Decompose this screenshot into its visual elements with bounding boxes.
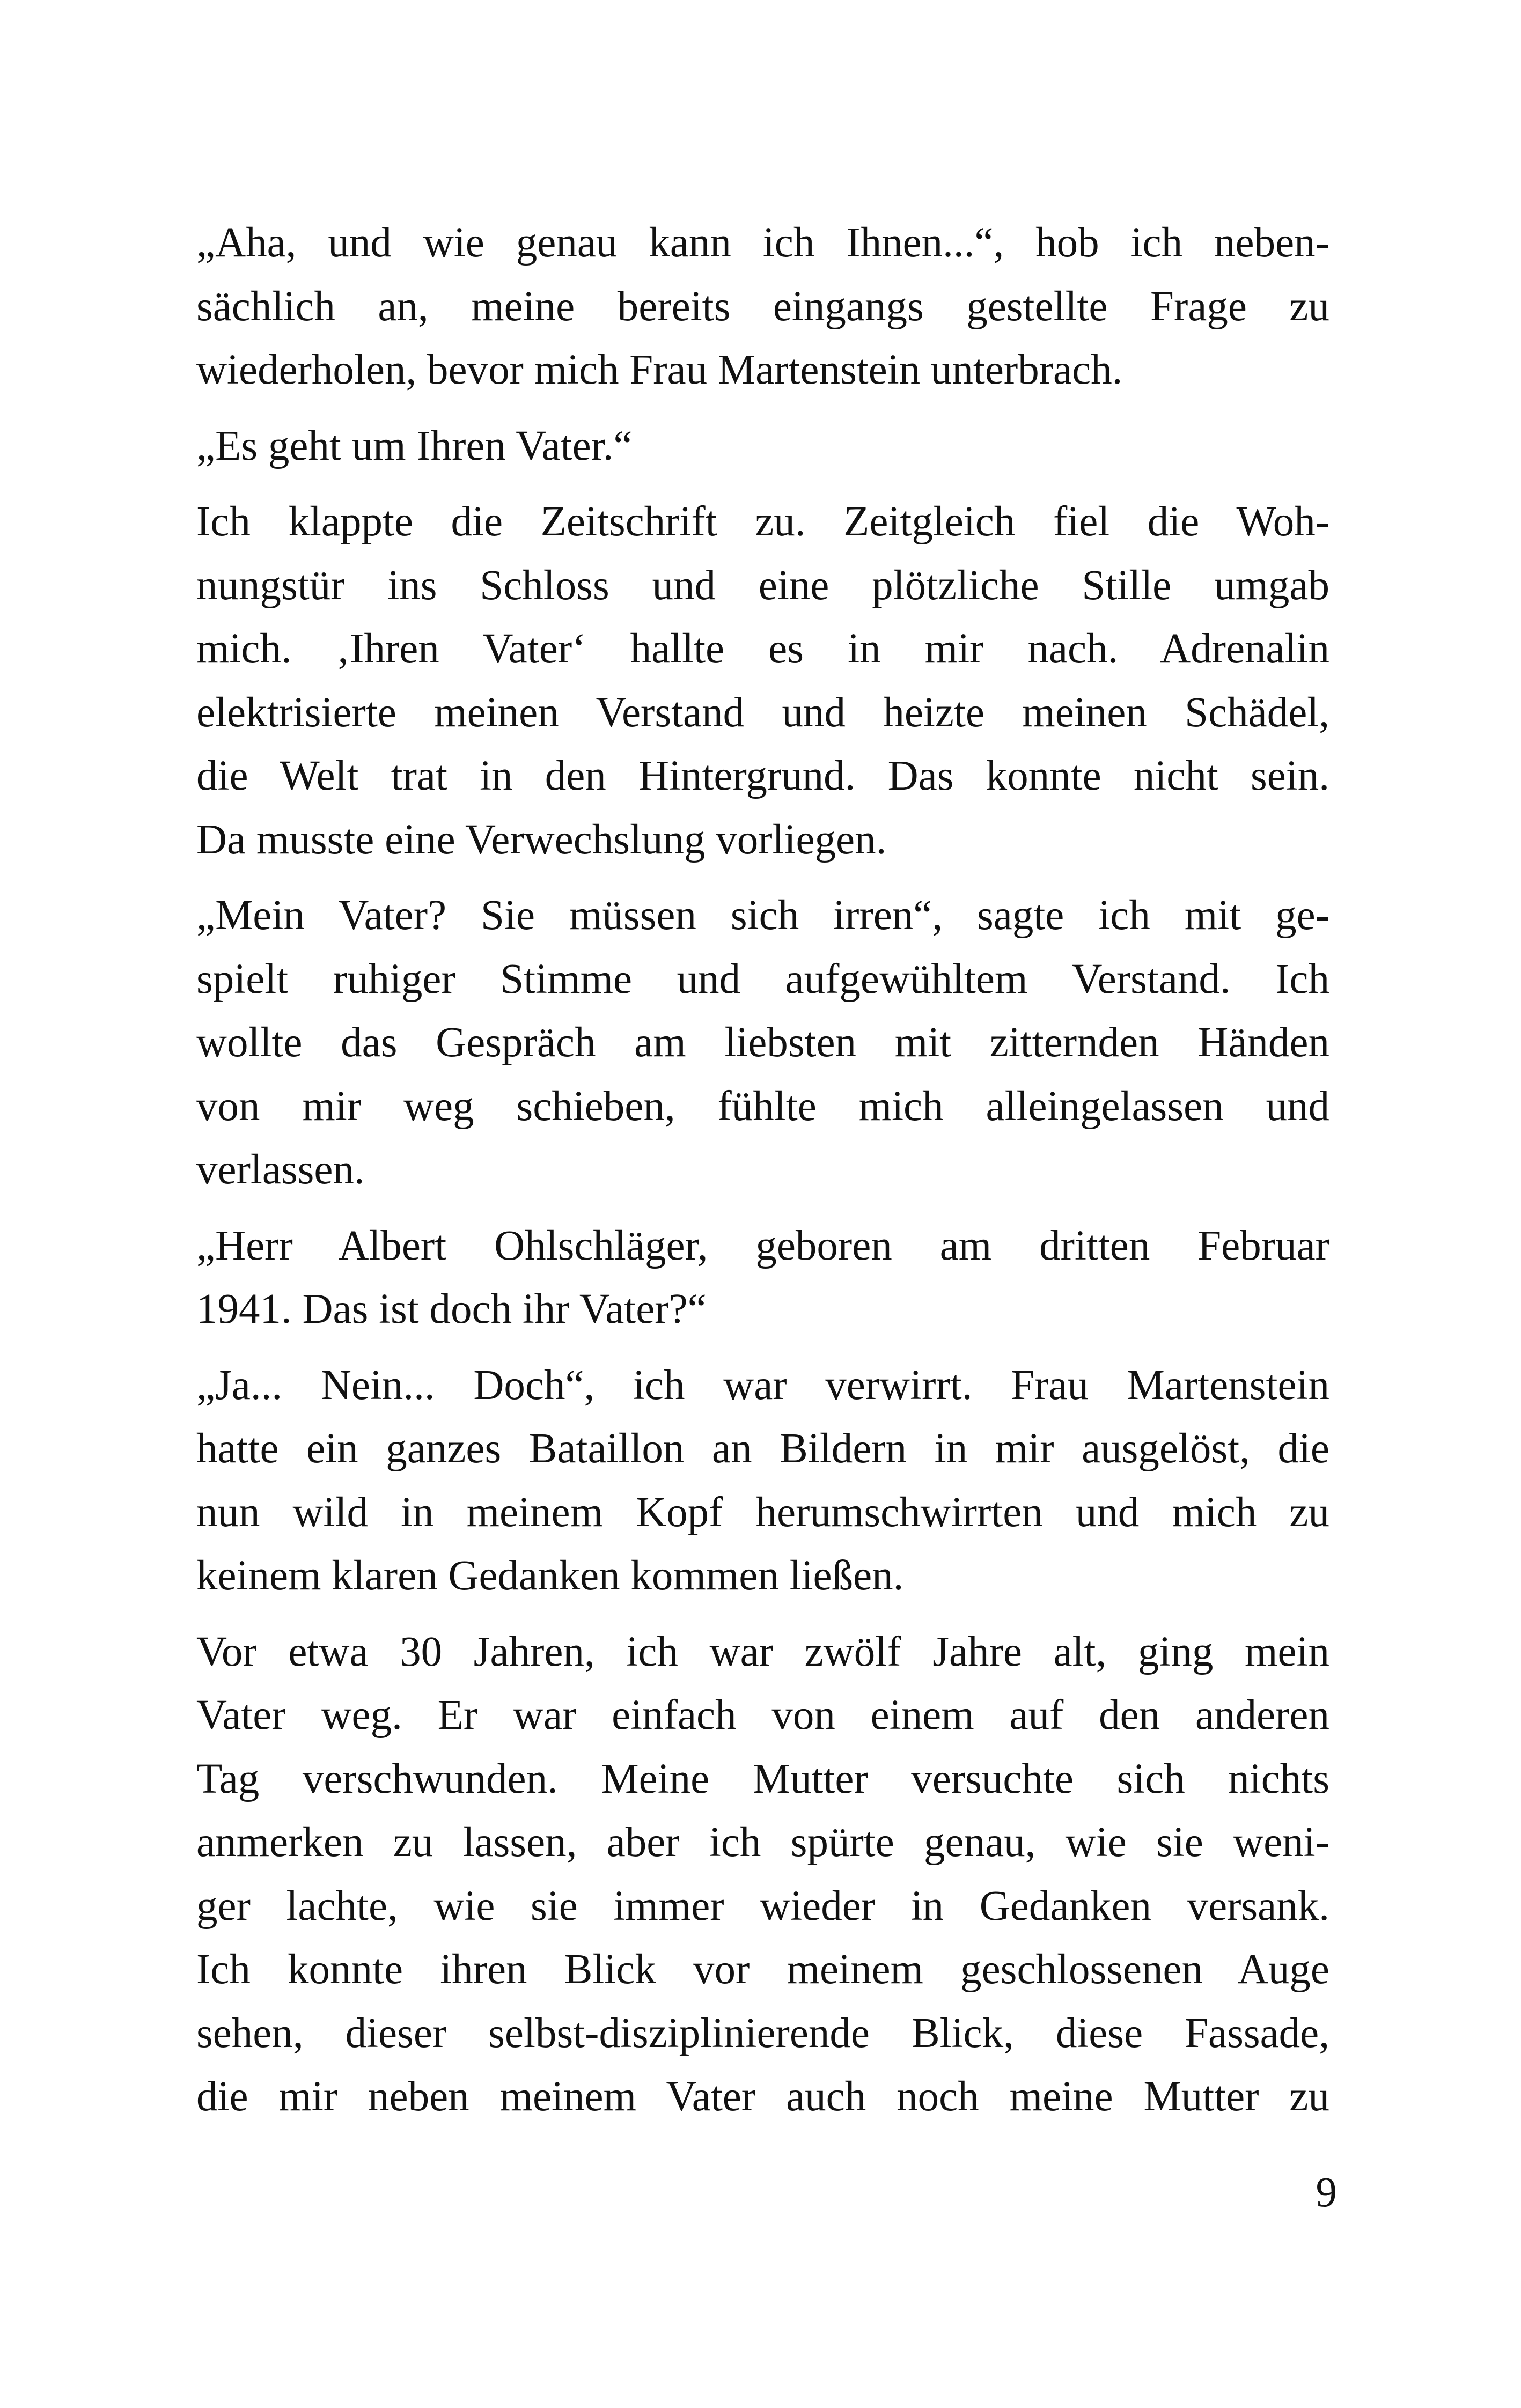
text-line: sehen, dieser selbst-disziplinierende Blick, diese Fassade, [196,2009,1329,2057]
text-line: hatte ein ganzes Bataillon an Bildern in mir ausgelöst, die [196,1425,1329,1472]
text-line: „Herr Albert Ohlschläger, geboren am dritten Februar [196,1222,1329,1269]
paragraph-6 [196,1354,1329,1608]
text-line: mich. ‚Ihren Vater‘ hallte es in mir nach. Adrenalin [196,625,1329,672]
paragraph-5 [196,1214,1329,1342]
text-line: ger lachte, wie sie immer wieder in Gedanken versank. [196,1882,1329,1930]
page-number: 9 [1316,2169,1337,2216]
text-line: nun wild in meinem Kopf herumschwirrten und mich zu [196,1489,1329,1536]
text-line: Ich konnte ihren Blick vor meinem geschlossenen Auge [196,1946,1329,1993]
text-line: sächlich an, meine bereits eingangs gestellte Frage zu [196,283,1329,330]
text-line: „Aha, und wie genau kann ich Ihnen...“, hob ich neben- [196,219,1329,266]
text-line: anmerken zu lassen, aber ich spürte genau, wie sie weni- [196,1819,1329,1866]
text-line: „Es geht um Ihren Vater.“ [196,422,633,469]
paragraph-4 [196,884,1329,1202]
text-line: nungstür ins Schloss und eine plötzliche Stille umgab [196,562,1329,609]
text-line: wollte das Gespräch am liebsten mit zitternden Händen [196,1019,1329,1066]
text-line: elektrisierte meinen Verstand und heizte meinen Schädel, [196,689,1329,736]
text-line: die mir neben meinem Vater auch noch meine Mutter zu [196,2073,1329,2120]
text-line: „Ja... Nein... Doch“, ich war verwirrt. Frau Martenstein [196,1361,1329,1409]
body-text [196,211,1329,2129]
text-line: „Mein Vater? Sie müssen sich irren“, sagte ich mit ge- [196,892,1329,939]
text-line: wiederholen, bevor mich Frau Martenstein unterbrach. [196,347,1123,393]
text-line: von mir weg schieben, fühlte mich alleingelassen und [196,1083,1329,1130]
text-line: 1941. Das ist doch ihr Vater?“ [196,1286,707,1332]
text-line: keinem klaren Gedanken kommen ließen. [196,1552,904,1599]
text-line: spielt ruhiger Stimme und aufgewühltem Verstand. Ich [196,955,1329,1003]
paragraph-3 [196,490,1329,872]
paragraph-1 [196,211,1329,402]
text-line: die Welt trat in den Hintergrund. Das konnte nicht sein. [196,753,1329,799]
text-line: Ich klappte die Zeitschrift zu. Zeitgleich fiel die Woh- [196,498,1329,545]
text-line: verlassen. [196,1146,365,1193]
text-line: Vater weg. Er war einfach von einem auf den anderen [196,1692,1329,1739]
paragraph-7 [196,1621,1329,2129]
paragraph-2 [196,415,1329,478]
text-line: Vor etwa 30 Jahren, ich war zwölf Jahre alt, ging mein [196,1628,1329,1675]
text-line: Tag verschwunden. Meine Mutter versuchte sich nichts [196,1755,1329,1802]
text-line: Da musste eine Verwechslung vorliegen. [196,816,887,863]
